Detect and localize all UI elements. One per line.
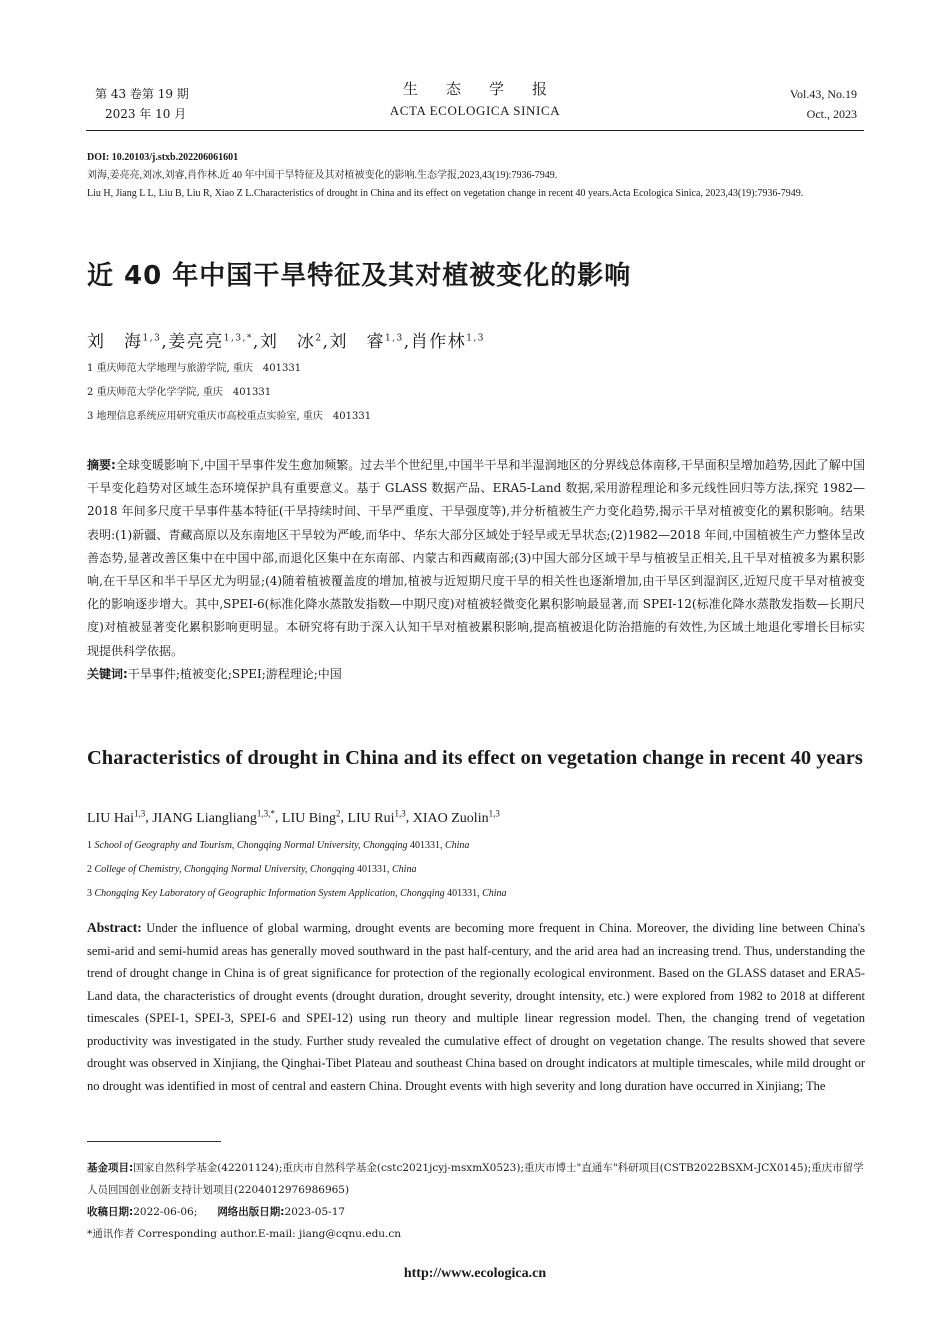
doi-link[interactable]: DOI: 10.20103/j.stxb.202206061601 bbox=[87, 152, 239, 163]
affiliation-cn: 1 重庆师范大学地理与旅游学院, 重庆 401331 bbox=[87, 363, 302, 374]
keywords-cn-label: 关键词: bbox=[87, 666, 128, 681]
author-en: LIU Bing$^2$ bbox=[281, 808, 341, 826]
affiliations-en bbox=[87, 834, 867, 906]
abstract-en-label: Abstract: bbox=[87, 920, 142, 935]
author-cn: 刘 海$^{1,3}$ bbox=[87, 332, 162, 352]
author-cn: 肖作林$^{1,3}$ bbox=[410, 332, 486, 352]
citation-en: Liu H, Jiang L L, Liu B, Liu R, Xiao Z L.Characteristics of drought in China and its effect on vegetation change in recent 40 years.Acta Ecologica Sinica, 2023,43(19):7936-7949. bbox=[87, 188, 804, 199]
title-cn: 近 40 年中国干旱特征及其对植被变化的影响 bbox=[87, 261, 632, 291]
abstract-en-text: Under the influence of global warming, drought events are becoming more frequent in China. Moreover, the dividing line between China's semi-arid and semi-humid areas has generally moved southward in the past half-century, and the arid area had an increasing trend. Thus, understanding the trend of drought change in China is of great significance for protection of the regionally ecological environment. Based on the GLASS dataset and ERA5-Land data, the characteristics of drought events (drought duration, drought severity, drought intensity, etc.) were explored from 1982 to 2018 at different timescales (SPEI-1, SPEI-3, SPEI-6 and SPEI-12) using run theory and multiple linear regression model. Then, the changing trend of vegetation productivity was investigated in the study. Further study revealed the cumulative effect of drought on vegetation change. The results showed that severe drought was observed in Xinjiang, the Qinghai-Tibet Plateau and southeast China based on drought indicators at multiple timescales, while mild drought or no drought was identified in most of central and eastern China. Drought events with high severity and long duration have occurred in Xinjiang; The bbox=[87, 921, 865, 1093]
citation-cn: 刘海,姜亮亮,刘冰,刘睿,肖作林.近 40 年中国干旱特征及其对植被变化的影响.生态学报,2023,43(19):7936-7949. bbox=[87, 170, 558, 181]
affiliation-cn: 3 地理信息系统应用研究重庆市高校重点实验室, 重庆 401331 bbox=[87, 411, 372, 422]
date-cn: 2023 年 10 月 bbox=[105, 107, 187, 121]
author-en: JIANG Liangliang$^{1,3,*}$ bbox=[152, 808, 275, 826]
abstract-cn-text: 全球变暖影响下,中国干旱事件发生愈加频繁。过去半个世纪里,中国半干旱和半湿润地区的分界线总体南移,干旱面积呈增加趋势,因此了解中国干旱变化趋势对区域生态环境保护具有重要意义。基于 GLASS 数据产品、ERA5-Land 数据,采用游程理论和多元线性回归等方法,探究 1982—2018 年间多尺度干旱事件基本特征(干旱持续时间、干旱严重度、干旱强度等),并分析植被生产力变化趋势,揭示干旱对植被变化的累积影响。结果表明:(1)新疆、青藏高原以及东南地区干旱较为严峻,而华中、华东大部分区域处于轻旱或无旱状态;(2)1982—2018 年间,中国植被生产力整体呈改善态势,显著改善区集中在中国中部,而退化区集中在东南部、内蒙古和西藏南部;(3)中国大部分区域干旱与植被呈正相关,且干旱对植被多为累积影响,在干旱区和半干旱区尤为明显;(4)随着植被覆盖度的增加,植被与近短期尺度干旱的相关性也逐渐增加,由干旱区到湿润区,近短尺度干旱对植被变化的影响逐步增大。其中,SPEI-6(标准化降水蒸散发指数—中期尺度)对植被轻微变化累积影响最显著,而 SPEI-12(标准化降水蒸散发指数—长期尺度)对植被显著变化累积影响更明显。本研究将有助于深入认知干旱对植被累积影响,提高植被退化防治措施的有效性,为区域土地退化零增长目标实现提供科学依据。 bbox=[87, 458, 865, 658]
dates: 收稿日期:2022-06-06; 网络出版日期:2023-05-17 bbox=[87, 1206, 346, 1218]
author-cn: 刘 冰$^2$ bbox=[259, 332, 323, 352]
author-en: XIAO Zuolin$^{1,3}$ bbox=[412, 808, 500, 826]
author-cn: 刘 睿$^{1,3}$ bbox=[329, 332, 404, 352]
authors-cn: 刘 海$^{1,3}$,姜亮亮$^{1,3,*}$,刘 冰$^2$,刘 睿$^{1,3}$,肖作林$^{1,3}$ bbox=[87, 332, 486, 352]
header-divider bbox=[86, 130, 864, 131]
authors-en: LIU Hai$^{1,3}$, JIANG Liangliang$^{1,3,*}$, LIU Bing$^2$, LIU Rui$^{1,3}$, XIAO Zuolin$^{1,3}$ bbox=[87, 808, 500, 826]
volume-issue-en: Vol.43, No.19 bbox=[789, 87, 857, 101]
author-en: LIU Rui$^{1,3}$ bbox=[347, 808, 406, 826]
header-volume-en bbox=[790, 84, 857, 124]
journal-name-cn: 生态学报 bbox=[402, 80, 575, 98]
affiliation-en: 1 School of Geography and Tourism, Chongqing Normal University, Chongqing 401331, China bbox=[87, 840, 470, 851]
abstract-cn-label: 摘要: bbox=[87, 458, 116, 472]
abstract-en bbox=[87, 917, 865, 1097]
affiliation-cn: 2 重庆师范大学化学学院, 重庆 401331 bbox=[87, 387, 272, 398]
corresponding-author: *通讯作者 Corresponding author.E-mail: jiang@cqnu.edu.cn bbox=[87, 1228, 402, 1240]
footnote-divider bbox=[87, 1141, 221, 1142]
volume-issue-cn: 第 43 卷第 19 期 bbox=[95, 87, 189, 101]
author-en: LIU Hai$^{1,3}$ bbox=[87, 808, 146, 826]
keywords-cn: 干旱事件;植被变化;SPEI;游程理论;中国 bbox=[127, 666, 342, 681]
footer-url[interactable]: http://www.ecologica.cn bbox=[403, 1266, 547, 1281]
affiliation-en: 3 Chongqing Key Laboratory of Geographic Information System Application, Chongqing 401331, China bbox=[87, 888, 507, 899]
journal-name-en: ACTA ECOLOGICA SINICA bbox=[389, 103, 561, 118]
affiliation-en: 2 College of Chemistry, Chongqing Normal University, Chongqing 401331, China bbox=[87, 864, 417, 875]
date-en: Oct., 2023 bbox=[806, 107, 857, 121]
author-cn: 姜亮亮$^{1,3,*}$ bbox=[168, 332, 253, 352]
funding: 基金项目:国家自然科学基金(42201124);重庆市自然科学基金(cstc2021jcyj-msxmX0523);重庆市博士"直通车"科研项目(CSTB2022BSXM-JCX0145);重庆市留学人员回国创业创新支持计划项目(2204012976986965) bbox=[87, 1162, 864, 1196]
footnotes bbox=[87, 1157, 865, 1245]
citation-block bbox=[87, 149, 867, 203]
title-en: Characteristics of drought in China and its effect on vegetation change in recent 40 years bbox=[87, 747, 863, 769]
abstract-cn bbox=[87, 454, 865, 686]
affiliations-cn bbox=[87, 357, 867, 429]
